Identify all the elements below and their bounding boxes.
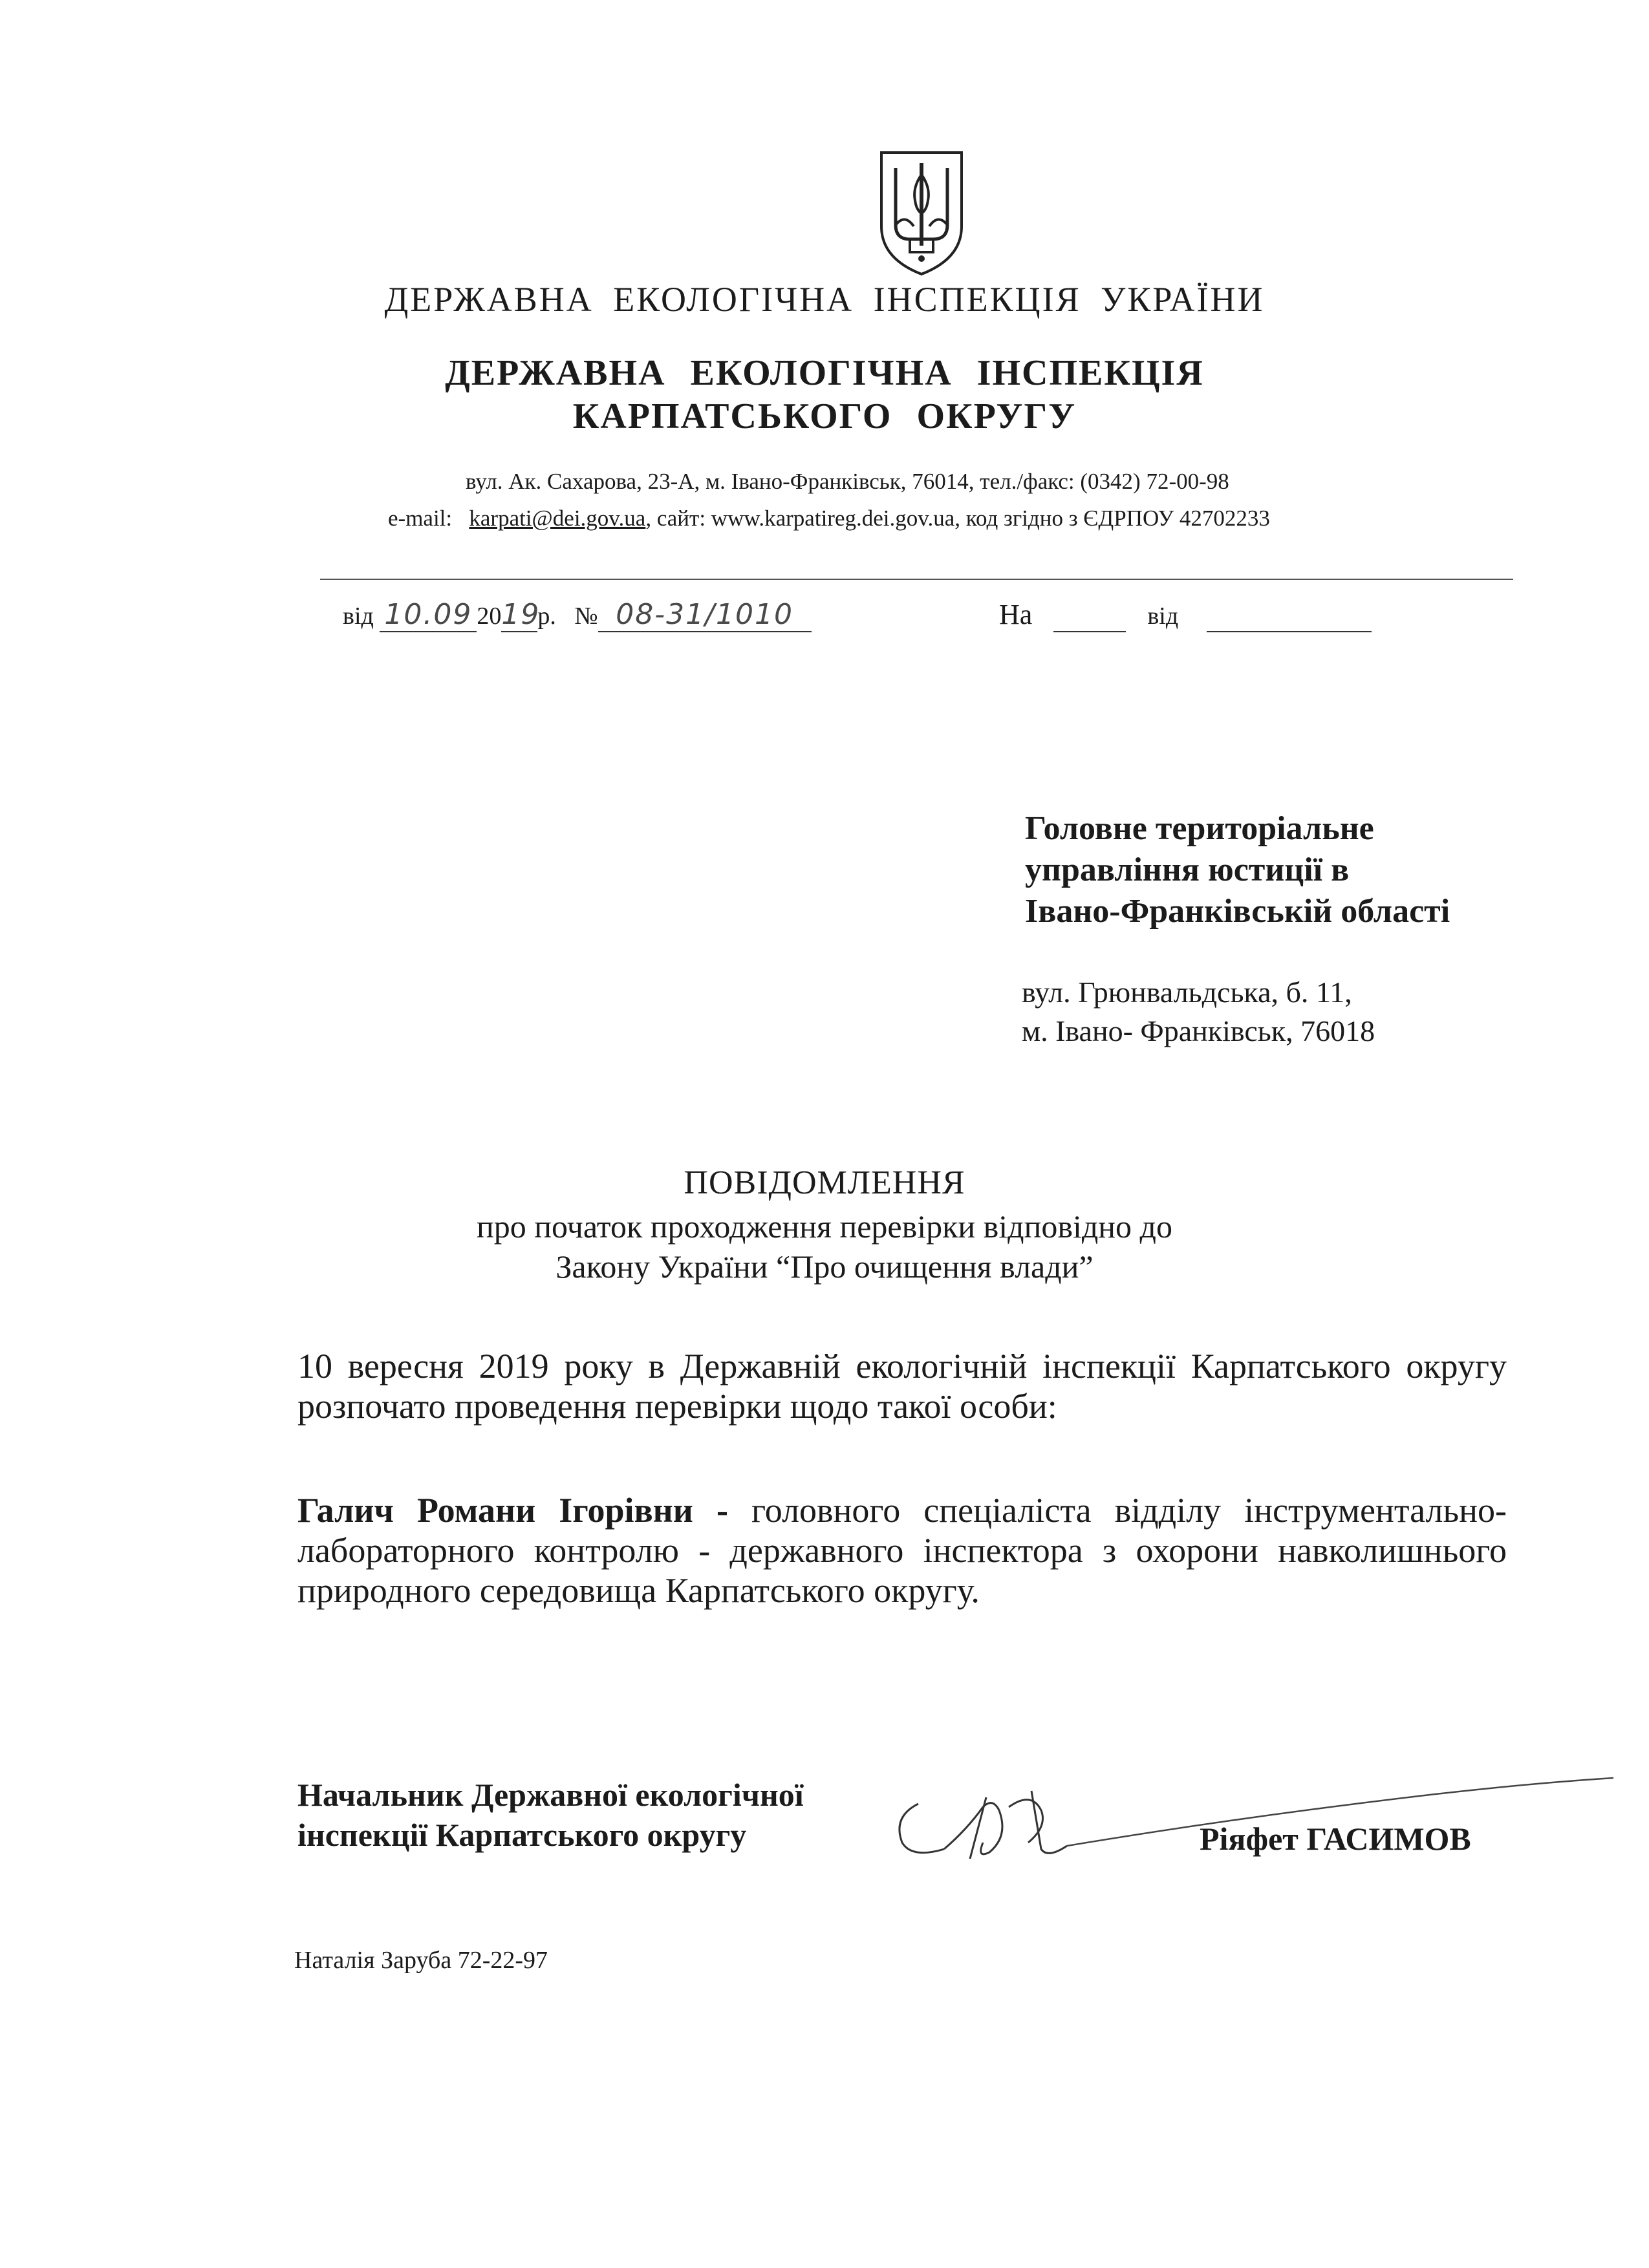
org-contact-address: вул. Ак. Сахарова, 23-А, м. Івано-Франківськ, 76014, тел./факс: (0342) 72-00-98 <box>466 469 1229 494</box>
email-link[interactable]: karpati@dei.gov.ua <box>469 506 646 531</box>
body-paragraph-1: 10 вересня 2019 року в Державній екологічній інспекції Карпатського округу розпочато проведення перевірки щодо такої особи: <box>297 1347 1507 1426</box>
year-mark: р. <box>537 603 556 630</box>
addressee-address <box>1022 973 1375 1051</box>
reg-number: 08-31/1010 <box>616 598 793 631</box>
reply-label: На <box>999 599 1033 630</box>
document-subtitle-1: про початок проходження перевірки відповідно до <box>477 1208 1172 1245</box>
document-subtitle-2: Закону України “Про очищення влади” <box>555 1248 1094 1285</box>
person-name: Галич Романи Ігорівни - <box>297 1491 728 1530</box>
org-contact-web <box>388 506 1270 531</box>
position-line1: Начальник Державної екологічної <box>297 1777 804 1813</box>
year-prefix: 20 <box>477 603 502 630</box>
reg-date: 10.09 <box>384 598 473 631</box>
header-divider <box>320 579 1513 580</box>
body-paragraph-2 <box>297 1490 1507 1610</box>
agency-name: ДЕРЖАВНА ЕКОЛОГІЧНА ІНСПЕКЦІЯ УКРАЇНИ <box>384 280 1265 319</box>
addressee-line3: Івано-Франківській області <box>1025 893 1450 930</box>
reg-year: 19 <box>501 598 541 631</box>
signer-name: Ріяфет ГАСИМОВ <box>1200 1821 1471 1857</box>
registration-line <box>343 598 812 632</box>
from-label: від <box>343 603 374 630</box>
number-label: № <box>574 603 598 630</box>
addressee-line2: управління юстиції в <box>1025 851 1350 888</box>
signatory-position <box>297 1775 804 1855</box>
person-position: головного спеціаліста відділу інструментально-лабораторного контролю - державного інспектора з охорони навколишнього природного середовища Карпатського округу. <box>297 1491 1507 1610</box>
reply-from-label: від <box>1147 603 1179 630</box>
handwritten-signature <box>854 1746 1617 1888</box>
executor-contact: Наталія Заруба 72-22-97 <box>294 1947 548 1974</box>
address-line2: м. Івано- Франківськ, 76018 <box>1022 1014 1375 1047</box>
position-line2: інспекції Карпатського округу <box>297 1817 747 1853</box>
email-label: e-mail: <box>388 506 453 531</box>
address-line1: вул. Грюнвальдська, б. 11, <box>1022 976 1352 1009</box>
document-title: ПОВІДОМЛЕННЯ <box>684 1164 965 1201</box>
site-and-code: , сайт: www.karpatireg.dei.gov.ua, код згідно з ЄДРПОУ 42702233 <box>645 506 1270 531</box>
coat-of-arms-icon <box>876 149 967 278</box>
org-name-line2: КАРПАТСЬКОГО ОКРУГУ <box>572 396 1077 436</box>
org-name-line1: ДЕРЖАВНА ЕКОЛОГІЧНА ІНСПЕКЦІЯ <box>445 353 1204 393</box>
addressee-line1: Головне територіальне <box>1025 810 1374 847</box>
reply-line <box>999 598 1372 632</box>
addressee <box>1025 808 1450 932</box>
